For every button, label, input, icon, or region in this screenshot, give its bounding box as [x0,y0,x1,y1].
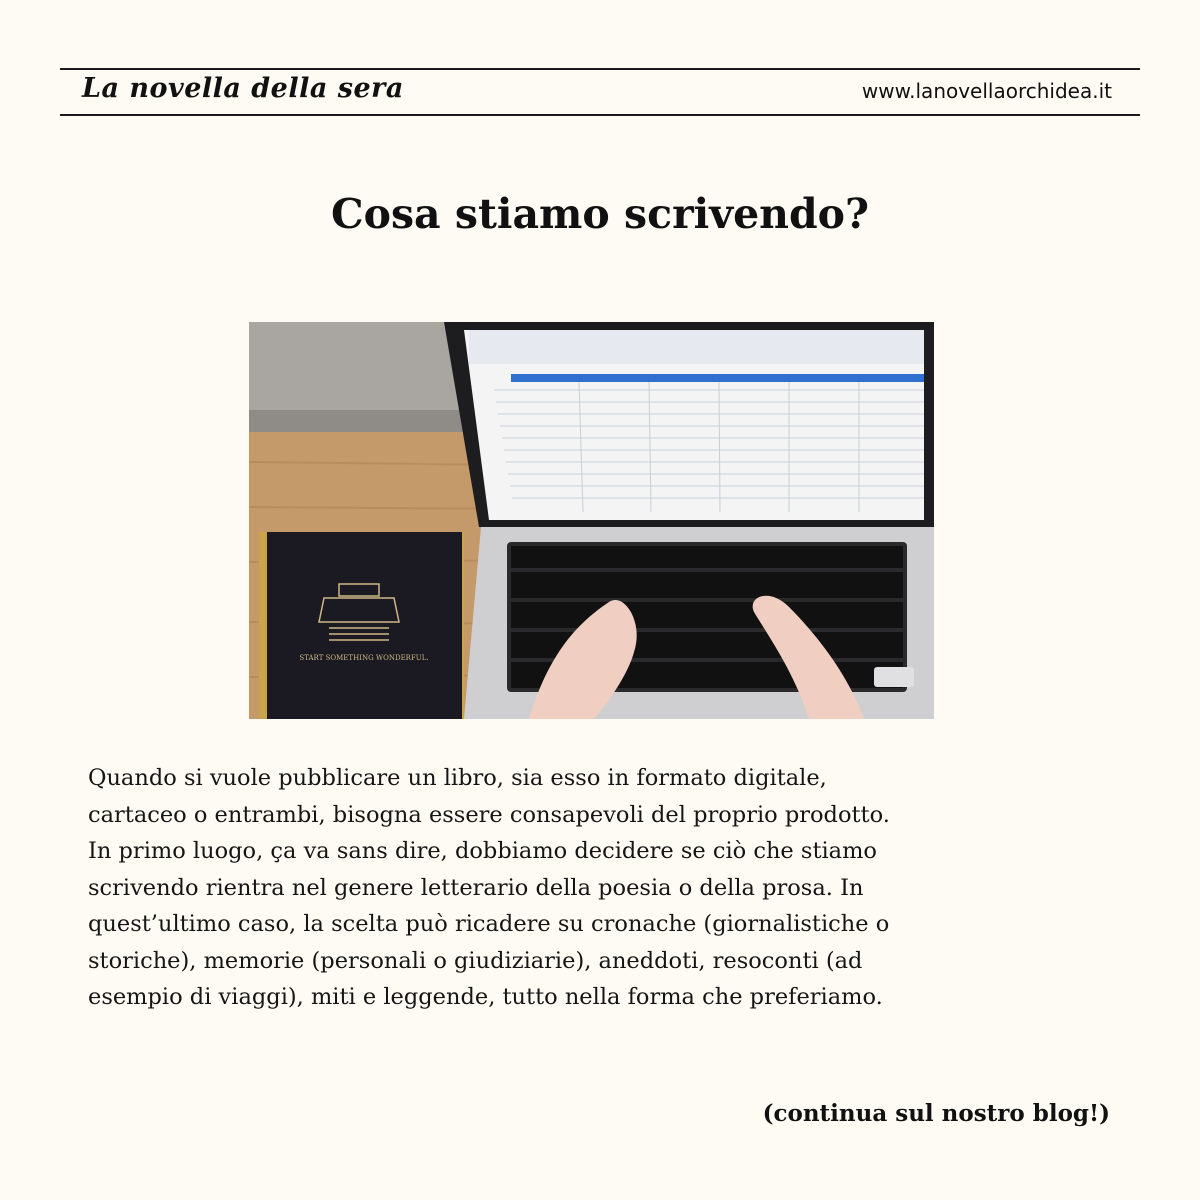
body-line: cartaceo o entrambi, bisogna essere consapevoli del proprio prodotto. [88,801,890,828]
body-line: storiche), memorie (personali o giudiziarie), aneddoti, resoconti (ad [88,947,863,974]
body-line: quest’ultimo caso, la scelta può ricadere su cronache (giornalistiche o [88,911,890,937]
notebook-label: START SOMETHING WONDERFUL. [299,654,429,662]
body-line: In primo luogo, ça va sans dire, dobbiamo decidere se ciò che stiamo [88,838,877,864]
page-title: Cosa stiamo scrivendo? [330,190,870,238]
continue-on-blog-link[interactable]: (continua sul nostro blog!) [762,1100,1110,1127]
brand-title: La novella della sera [82,73,404,104]
laptop-typing-photo [249,322,934,719]
body-line: scrivendo rientra nel genere letterario della poesia o della prosa. In [88,874,864,901]
body-line: Quando si vuole pubblicare un libro, sia esso in formato digitale, [88,765,827,791]
body-line: esempio di viaggi), miti e leggende, tutto nella forma che preferiamo. [88,984,883,1010]
notebook [259,532,464,719]
website-link[interactable]: www.lanovellaorchidea.it [861,79,1112,103]
masthead [60,68,1140,116]
article-body [88,760,1128,1016]
